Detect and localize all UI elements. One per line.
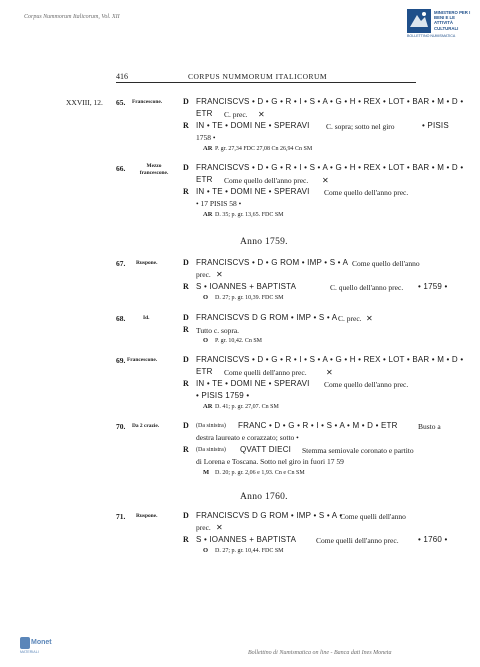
ministry-logo xyxy=(407,9,471,49)
entry-number: 68. xyxy=(116,314,126,323)
metal: O xyxy=(203,337,209,344)
monete-logo xyxy=(20,637,52,655)
obverse-note: Come quello dell'anno xyxy=(352,259,420,268)
entry-number: 70. xyxy=(116,422,126,431)
reverse-note: C. sopra; sotto nel giro xyxy=(326,122,395,131)
reverse-date: • 17 PISIS 58 • xyxy=(196,199,242,208)
obverse-mark: D xyxy=(183,421,189,430)
specimen-data: D. 41; p. gr. 27,07. Cn SM xyxy=(215,404,279,410)
reverse-mark: R xyxy=(183,282,189,291)
reverse-note: Come quello dell'anno prec. xyxy=(324,188,409,197)
header-rule xyxy=(116,82,416,83)
obverse-mark: D xyxy=(183,511,189,520)
entry-number: 66. xyxy=(116,164,126,173)
specimen-data: D. 27; p. gr. 10,44. FDC SM xyxy=(215,548,284,554)
obverse-note-cont: destra laureato e corazzato; sotto • xyxy=(196,433,299,442)
reverse-mark: R xyxy=(183,379,189,388)
reverse-legend: IN • TE • DOMI NE • SPERAVI xyxy=(196,379,310,388)
obverse-legend-end: ETR xyxy=(196,367,213,376)
section-heading: Anno 1760. xyxy=(240,492,288,502)
reverse-date: • 1759 • xyxy=(418,282,448,291)
running-title: Corpus Nummorum Italicorum, Vol. XII xyxy=(24,14,120,20)
reverse-note: Tutto c. sopra. xyxy=(196,326,240,335)
reverse-mark: R xyxy=(183,445,189,454)
section-heading: Anno 1759. xyxy=(240,237,288,247)
obverse-legend: FRANCISCVS • D • G • R • I • S • A • G • H • REX • LOT • BAR • M • D • xyxy=(196,163,464,172)
reverse-mark: R xyxy=(183,121,189,130)
metal: O xyxy=(203,547,209,554)
obverse-legend-end: ETR xyxy=(196,109,213,118)
obverse-legend: FRANCISCVS • D • G ROM • IMP • S • A xyxy=(196,258,349,267)
denomination: Id. xyxy=(143,315,150,321)
reverse-legend: S • IOANNES + BAPTISTA xyxy=(196,535,297,544)
denomination: Ruspone. xyxy=(136,260,158,266)
metal: O xyxy=(203,294,209,301)
obverse-note: Come quelli dell'anno prec. xyxy=(224,368,307,377)
ministry-logo-text: MINISTERO PER I BENI E LE ATTIVITÀ CULTURALI xyxy=(434,10,471,31)
metal: M xyxy=(203,469,210,476)
monete-logo-text: Monet xyxy=(31,639,52,646)
reverse-legend: QVATT DIECI xyxy=(240,445,292,454)
denomination: Francescone. xyxy=(132,99,163,105)
obverse-note-cont: prec. xyxy=(196,270,211,279)
obverse-legend-end: ETR xyxy=(196,175,213,184)
footer-text: Bollettino di Numismatica on line - Banca dati Ines Moneta xyxy=(248,650,392,656)
specimen-data: P. gr. 27,34 FDC 27,08 Cn 26,94 Cn SM xyxy=(215,146,313,152)
obverse-note: Come quelli dell'anno xyxy=(340,512,406,521)
cross-icon: ✕ xyxy=(216,523,223,532)
entry-number: 69. xyxy=(116,356,126,365)
reverse-legend: IN • TE • DOMI NE • SPERAVI xyxy=(196,121,310,130)
obverse-direction: (Da sinistra) xyxy=(196,423,226,429)
obverse-mark: D xyxy=(183,355,189,364)
obverse-note: C. prec. xyxy=(224,110,248,119)
obverse-legend: FRANCISCVS D G ROM • IMP • S • A xyxy=(196,313,338,322)
obverse-note: Busto a xyxy=(418,422,441,431)
reverse-legend-mint: • PISIS xyxy=(422,121,449,130)
specimen-data: P. gr. 10,42. Cn SM xyxy=(215,338,263,344)
reverse-legend: S • IOANNES + BAPTISTA xyxy=(196,282,297,291)
plate-reference: XXVIII, 12. xyxy=(66,98,103,107)
cross-icon: ✕ xyxy=(258,110,265,119)
obverse-mark: D xyxy=(183,97,189,106)
reverse-legend: IN • TE • DOMI NE • SPERAVI xyxy=(196,187,310,196)
cross-icon: ✕ xyxy=(216,270,223,279)
reverse-mark: R xyxy=(183,325,189,334)
metal: AR xyxy=(203,403,213,410)
ministry-emblem-icon xyxy=(407,9,431,33)
ministry-logo-sub: BOLLETTINO NUMISMATICA xyxy=(407,34,456,38)
reverse-note: Come quelli dell'anno prec. xyxy=(316,536,399,545)
reverse-note: Stemma semiovale coronato e partito xyxy=(302,446,414,455)
reverse-date: • PISIS 1759 • xyxy=(196,391,250,400)
denomination: Francescone. xyxy=(127,357,158,363)
obverse-mark: D xyxy=(183,163,189,172)
reverse-note: Come quello dell'anno prec. xyxy=(324,380,409,389)
specimen-data: D. 35; p. gr. 13,65. FDC SM xyxy=(215,212,284,218)
entry-number: 65. xyxy=(116,98,126,107)
reverse-note-cont: di Lorena e Toscana. Sotto nel giro in fuori 17 59 xyxy=(196,457,344,466)
specimen-data: D. 20; p. gr. 2,06 e 1,93. Cn e Cn SM xyxy=(215,470,305,476)
reverse-date: 1758 • xyxy=(196,133,216,142)
entry-number: 67. xyxy=(116,259,126,268)
reverse-mark: R xyxy=(183,535,189,544)
obverse-note: Come quello dell'anno prec. xyxy=(224,176,309,185)
obverse-legend: FRANCISCVS • D • G • R • I • S • A • G • H • REX • LOT • BAR • M • D • xyxy=(196,97,464,106)
obverse-legend: FRANC • D • G • R • I • S • A • M • D • ETR xyxy=(238,421,398,430)
cross-icon: ✕ xyxy=(322,176,329,185)
denomination-line: francescone. xyxy=(139,169,169,176)
obverse-note-cont: prec. xyxy=(196,523,211,532)
denomination: Da 2 crazie. xyxy=(132,423,160,429)
denomination-line: Mezzo xyxy=(146,163,162,169)
reverse-mark: R xyxy=(183,187,189,196)
denomination: Ruspone. xyxy=(136,513,158,519)
cross-icon: ✕ xyxy=(326,368,333,377)
cross-icon: ✕ xyxy=(366,314,373,323)
entry-number: 71. xyxy=(116,512,126,521)
monete-logo-icon xyxy=(20,637,30,649)
specimen-data: D. 27; p. gr. 10,39. FDC SM xyxy=(215,295,284,301)
obverse-legend: FRANCISCVS • D • G • R • I • S • A • G • H • REX • LOT • BAR • M • D • xyxy=(196,355,464,364)
reverse-note: C. quello dell'anno prec. xyxy=(330,283,404,292)
denomination xyxy=(136,163,172,176)
reverse-date: • 1760 • xyxy=(418,535,448,544)
obverse-legend: FRANCISCVS D G ROM • IMP • S • A • xyxy=(196,511,343,520)
reverse-direction: (Da sinistra) xyxy=(196,447,226,453)
book-title: CORPUS NUMMORUM ITALICORUM xyxy=(188,72,328,81)
page-number: 416 xyxy=(116,72,128,81)
obverse-note: C. prec. xyxy=(338,314,362,323)
obverse-mark: D xyxy=(183,258,189,267)
obverse-mark: D xyxy=(183,313,189,322)
metal: AR xyxy=(203,211,213,218)
monete-logo-sub: MATERIALI xyxy=(20,650,39,654)
metal: AR xyxy=(203,145,213,152)
